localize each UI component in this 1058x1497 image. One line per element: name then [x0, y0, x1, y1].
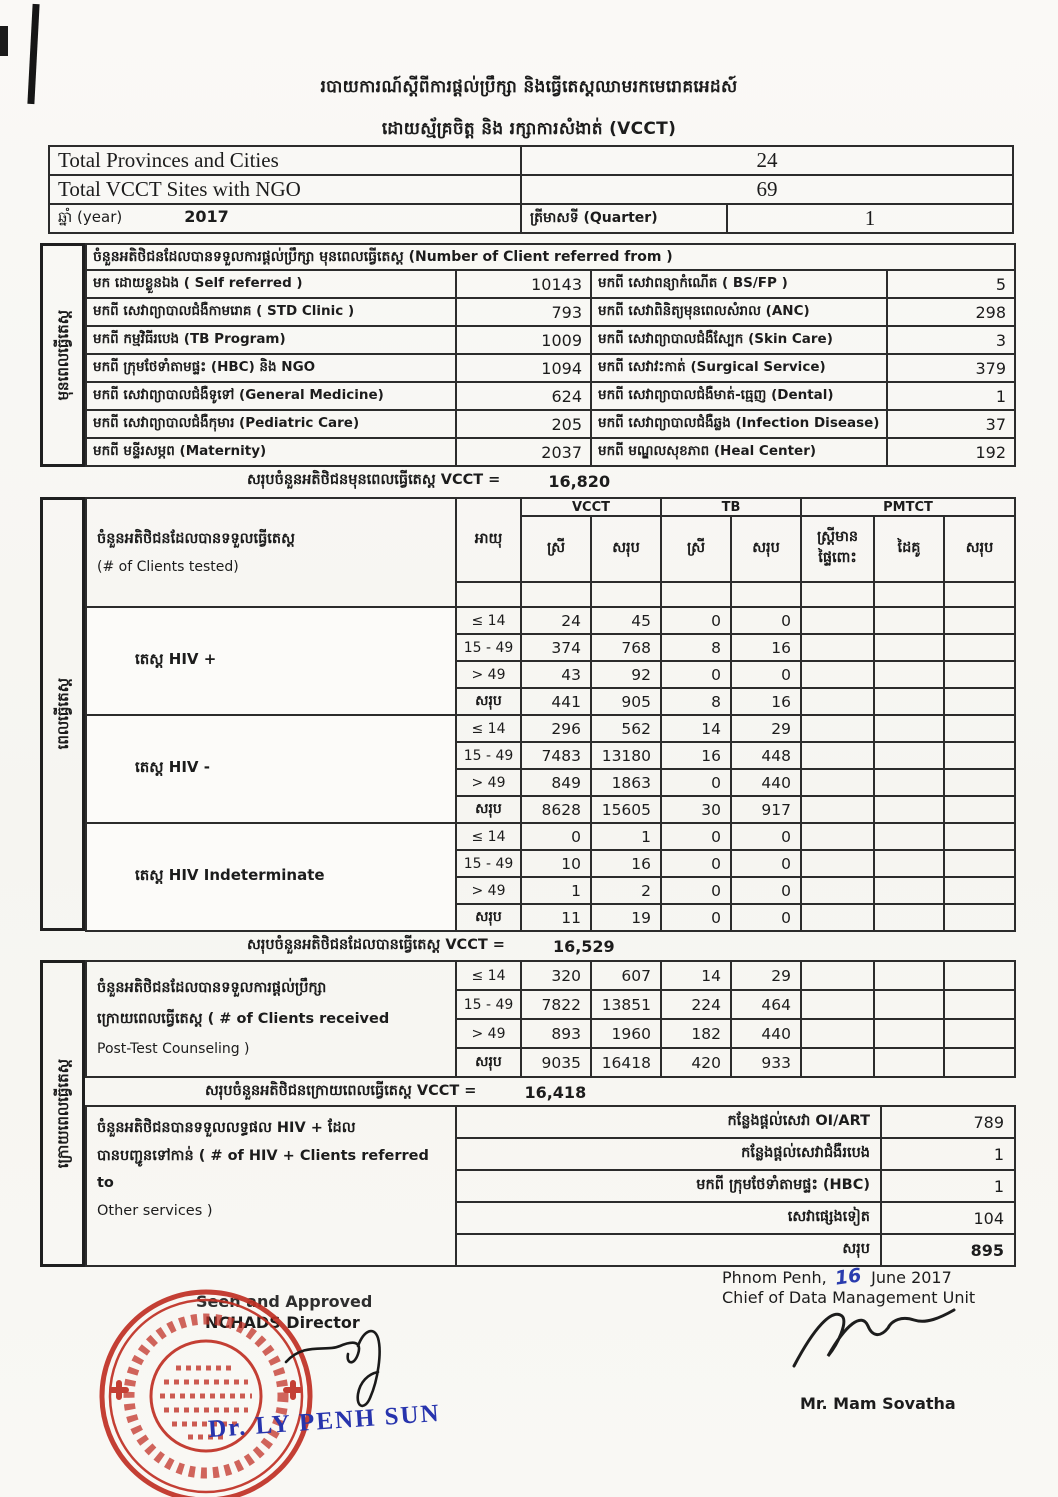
table-row: សរុប 8628 15605 30 917	[86, 796, 1015, 823]
col-tb-female: ស្រី	[661, 516, 731, 582]
meta-label-sites: Total VCCT Sites with NGO	[49, 175, 521, 204]
col-pmtct-partner: ដៃគូ	[874, 516, 944, 582]
report-title-khmer: របាយការណ៍ស្តីពីការផ្តល់ប្រឹក្សា និងធ្វើតេស្តឈាមរកមេរោគអេដស៍	[320, 77, 738, 97]
table-row: មកពី សេវាព្យាបាលជំងឺកុមារ (Pediatric Care) 205 មកពី សេវាព្យាបាលជំងឺឆ្លង (Infection Disease) 37	[86, 410, 1015, 438]
tested-summary: សរុបចំនួនអតិថិជនដែលបានធ្វើតេស្ត VCCT = 16,529	[247, 936, 615, 956]
year-value: 2017	[184, 207, 229, 226]
meta-year-cell	[49, 204, 521, 233]
table-row: > 49 43 92 0 0	[86, 661, 1015, 688]
quarter-label: ត្រីមាសទី (Quarter)	[521, 204, 727, 233]
col-vcct-female: ស្រី	[521, 516, 591, 582]
posttest-table	[85, 960, 1016, 1078]
table-row: > 49 1 2 0 0	[86, 877, 1015, 904]
table-row: 15 - 49 374 768 8 16	[86, 634, 1015, 661]
quarter-value: 1	[727, 204, 1013, 233]
side-label-pretest: មុនពេលធ្វើតេស្ត	[40, 243, 85, 467]
table-row: 15 - 49 7483 13180 16 448	[86, 742, 1015, 769]
col-tb-total: សរុប	[731, 516, 801, 582]
table-row: មកពី មន្ទីរសម្ភព (Maternity) 2037 មកពី មណ្ឌលសុខភាព (Heal Center) 192	[86, 438, 1015, 466]
table-row: សេវាផ្សេងទៀត 104	[86, 1202, 1015, 1234]
meta-value-provinces: 24	[521, 146, 1013, 175]
side-label-posttest: ក្រោយពេលធ្វើតេស្ត	[40, 960, 85, 1267]
posttest-summary: សរុបចំនួនអតិថិជនក្រោយពេលធ្វើតេស្ត VCCT = 16,418	[205, 1082, 587, 1102]
table-row: ចំនួនអតិថិជនដែលបានទទួលការផ្តល់ប្រឹក្សា ក្រោយពេលធ្វើតេស្ត ( # of Clients received Post-Test Counseling ) ≤ 14 320 607 14 29	[86, 961, 1015, 990]
table-row: មកពី ក្រុមថែទាំតាមផ្ទះ (HBC) 1	[86, 1170, 1015, 1202]
approved-line2: NCHADS Director	[205, 1313, 360, 1332]
col-age: អាយុ	[456, 498, 521, 582]
report-subtitle-vcct: ដោយស្ម័គ្រចិត្ត និង រក្សាការសំងាត់ (VCCT)	[381, 119, 677, 139]
tested-label-cell: ចំនួនអតិថិជនដែលបានទទួលធ្វើតេស្ត (# of Clients tested)	[86, 498, 456, 607]
table-row: តេស្ត HIV - ≤ 14 296 562 14 29	[86, 715, 1015, 742]
group-pmtct: PMTCT	[801, 498, 1015, 516]
footer-chief-title: Chief of Data Management Unit	[722, 1288, 976, 1307]
table-row	[86, 244, 1015, 270]
tested-table	[85, 497, 1016, 932]
table-row: មកពី ក្រុមថែទាំតាមផ្ទះ (HBC) និង NGO 1094 មកពី សេវាវះកាត់ (Surgical Service) 379	[86, 354, 1015, 382]
table-row: មកពី កម្មវិធីរបេង (TB Program) 1009 មកពី សេវាព្យាបាលជំងឺស្បែក (Skin Care) 3	[86, 326, 1015, 354]
section-hiv-indeterminate: តេស្ត HIV Indeterminate	[86, 823, 456, 931]
table-row: កន្លែងផ្តល់សេវាជំងឺរបេង 1	[86, 1138, 1015, 1170]
table-row	[49, 146, 1013, 175]
chief-signature	[788, 1300, 958, 1380]
table-row: មកពី សេវាព្យាបាលជំងឺកាមរោគ ( STD Clinic ) 793 មកពី សេវាពិនិត្យមុនពេលសំរាល (ANC) 298	[86, 298, 1015, 326]
table-row: សរុប 441 905 8 16	[86, 688, 1015, 715]
table-row: មកពី សេវាព្យាបាលជំងឺទូទៅ (General Medicine) 624 មកពី សេវាព្យាបាលជំងឺមាត់-ធ្មេញ (Dental) 1	[86, 382, 1015, 410]
group-vcct: VCCT	[521, 498, 661, 516]
table-row: 15 - 49 10 16 0 0	[86, 850, 1015, 877]
table-row: តេស្ត HIV Indeterminate ≤ 14 0 1 0 0	[86, 823, 1015, 850]
group-tb: TB	[661, 498, 801, 516]
footer-place-date: Phnom Penh, 16 June 2017	[722, 1264, 952, 1290]
scan-artifact-dot	[0, 26, 8, 56]
section-hiv-positive: តេស្ត HIV +	[86, 607, 456, 715]
side-label-test: ពេលធ្វើតេស្ត	[40, 497, 85, 931]
table-row: សរុប 9035 16418 420 933	[86, 1048, 1015, 1077]
referral-table	[85, 243, 1016, 467]
table-row: តេស្ត HIV + ≤ 14 24 45 0 0	[86, 607, 1015, 634]
approved-line1: Seen and Approved	[196, 1292, 373, 1311]
table-row: > 49 849 1863 0 440	[86, 769, 1015, 796]
table-row: 15 - 49 7822 13851 224 464	[86, 990, 1015, 1019]
table-row	[49, 204, 1013, 233]
col-pmtct-total: សរុប	[944, 516, 1015, 582]
table-row	[86, 498, 1015, 516]
posttest-label-cell: ចំនួនអតិថិជនដែលបានទទួលការផ្តល់ប្រឹក្សា ក្រោយពេលធ្វើតេស្ត ( # of Clients received Post-Test Counseling )	[86, 961, 456, 1077]
table-row: សរុប 895	[86, 1234, 1015, 1266]
table-row: សរុប 11 19 0 0	[86, 904, 1015, 931]
year-label: ឆ្នាំ (year)	[58, 208, 123, 226]
table-row: មក ដោយខ្លួនឯង ( Self referred ) 10143 មកពី សេវាពន្យាកំណើត ( BS/FP ) 5	[86, 270, 1015, 298]
meta-label-provinces: Total Provinces and Cities	[49, 146, 521, 175]
section-hiv-negative: តេស្ត HIV -	[86, 715, 456, 823]
meta-value-sites: 69	[521, 175, 1013, 204]
table-row: ចំនួនអតិថិជនបានទទួលលទ្ធផល HIV + ដែល បានបញ្ជូនទៅកាន់ ( # of HIV + Clients referred to Other services ) កន្លែងផ្តល់សេវា OI/ART 789	[86, 1106, 1015, 1138]
table-row	[49, 175, 1013, 204]
col-pmtct-pregnant: ស្ត្រីមាន ផ្ទៃពោះ	[801, 516, 874, 582]
handwritten-day: 16	[833, 1264, 863, 1290]
pretest-summary: សរុបចំនួនអតិថិជនមុនពេលធ្វើតេស្ត VCCT = 16,820	[247, 471, 611, 491]
director-name-blue: Dr. LY PENH SUN	[207, 1399, 442, 1444]
footer-signer-name: Mr. Mam Sovatha	[800, 1394, 956, 1413]
meta-table	[48, 145, 1014, 234]
referred-label-cell: ចំនួនអតិថិជនបានទទួលលទ្ធផល HIV + ដែល បានបញ្ជូនទៅកាន់ ( # of HIV + Clients referred to Other services )	[86, 1106, 456, 1266]
table-row: > 49 893 1960 182 440	[86, 1019, 1015, 1048]
referred-table	[85, 1105, 1016, 1267]
col-vcct-total: សរុប	[591, 516, 661, 582]
referral-header: ចំនួនអតិថិជនដែលបានទទួលការផ្តល់ប្រឹក្សា មុនពេលធ្វើតេស្ត (Number of Client referred from )	[86, 244, 1015, 270]
